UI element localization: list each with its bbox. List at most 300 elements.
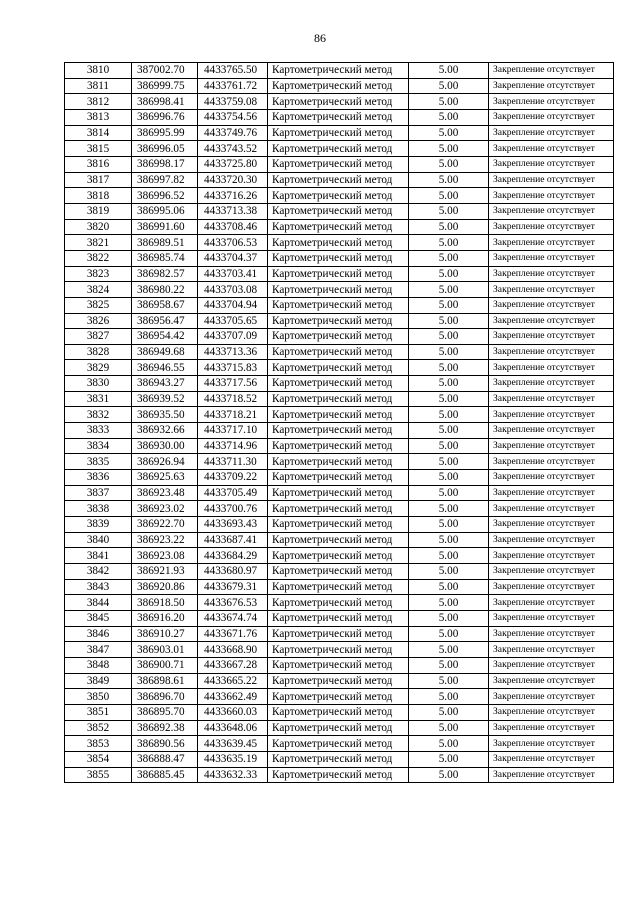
accuracy-cell: 5.00	[409, 63, 489, 79]
fixing-description-cell: Закрепление отсутствует	[489, 266, 614, 282]
accuracy-cell: 5.00	[409, 360, 489, 376]
y-coordinate-cell: 4433705.49	[198, 485, 268, 501]
method-cell: Картометрический метод	[268, 188, 409, 204]
point-number-cell: 3827	[65, 329, 132, 345]
table-row	[65, 689, 614, 705]
accuracy-cell: 5.00	[409, 141, 489, 157]
point-number-cell: 3823	[65, 266, 132, 282]
method-cell: Картометрический метод	[268, 767, 409, 783]
fixing-description-cell: Закрепление отсутствует	[489, 360, 614, 376]
accuracy-cell: 5.00	[409, 470, 489, 486]
fixing-description-cell: Закрепление отсутствует	[489, 329, 614, 345]
accuracy-cell: 5.00	[409, 156, 489, 172]
y-coordinate-cell: 4433706.53	[198, 235, 268, 251]
x-coordinate-cell: 386954.42	[132, 329, 198, 345]
fixing-description-cell: Закрепление отсутствует	[489, 751, 614, 767]
y-coordinate-cell: 4433705.65	[198, 313, 268, 329]
fixing-description-cell: Закрепление отсутствует	[489, 423, 614, 439]
y-coordinate-cell: 4433717.56	[198, 376, 268, 392]
point-number-cell: 3840	[65, 532, 132, 548]
fixing-description-cell: Закрепление отсутствует	[489, 642, 614, 658]
x-coordinate-cell: 386989.51	[132, 235, 198, 251]
accuracy-cell: 5.00	[409, 188, 489, 204]
point-number-cell: 3830	[65, 376, 132, 392]
table-row	[65, 63, 614, 79]
page-number: 86	[314, 31, 326, 45]
y-coordinate-cell: 4433632.33	[198, 767, 268, 783]
y-coordinate-cell: 4433700.76	[198, 501, 268, 517]
table-row	[65, 454, 614, 470]
point-number-cell: 3843	[65, 579, 132, 595]
fixing-description-cell: Закрепление отсутствует	[489, 391, 614, 407]
y-coordinate-cell: 4433662.49	[198, 689, 268, 705]
x-coordinate-cell: 386923.48	[132, 485, 198, 501]
point-number-cell: 3826	[65, 313, 132, 329]
x-coordinate-cell: 386995.99	[132, 125, 198, 141]
x-coordinate-cell: 386998.41	[132, 94, 198, 110]
y-coordinate-cell: 4433704.37	[198, 250, 268, 266]
x-coordinate-cell: 386896.70	[132, 689, 198, 705]
table-row	[65, 172, 614, 188]
fixing-description-cell: Закрепление отсутствует	[489, 94, 614, 110]
fixing-description-cell: Закрепление отсутствует	[489, 156, 614, 172]
y-coordinate-cell: 4433693.43	[198, 517, 268, 533]
coordinates-table	[64, 62, 614, 783]
method-cell: Картометрический метод	[268, 63, 409, 79]
accuracy-cell: 5.00	[409, 78, 489, 94]
point-number-cell: 3836	[65, 470, 132, 486]
y-coordinate-cell: 4433716.26	[198, 188, 268, 204]
point-number-cell: 3846	[65, 626, 132, 642]
accuracy-cell: 5.00	[409, 689, 489, 705]
method-cell: Картометрический метод	[268, 156, 409, 172]
table-row	[65, 485, 614, 501]
y-coordinate-cell: 4433718.21	[198, 407, 268, 423]
point-number-cell: 3828	[65, 344, 132, 360]
y-coordinate-cell: 4433711.30	[198, 454, 268, 470]
x-coordinate-cell: 386943.27	[132, 376, 198, 392]
method-cell: Картометрический метод	[268, 564, 409, 580]
method-cell: Картометрический метод	[268, 689, 409, 705]
method-cell: Картометрический метод	[268, 94, 409, 110]
table-row	[65, 704, 614, 720]
x-coordinate-cell: 387002.70	[132, 63, 198, 79]
method-cell: Картометрический метод	[268, 517, 409, 533]
table-row	[65, 78, 614, 94]
point-number-cell: 3822	[65, 250, 132, 266]
table-row	[65, 736, 614, 752]
table-row	[65, 642, 614, 658]
y-coordinate-cell: 4433704.94	[198, 297, 268, 313]
x-coordinate-cell: 386996.52	[132, 188, 198, 204]
fixing-description-cell: Закрепление отсутствует	[489, 548, 614, 564]
point-number-cell: 3837	[65, 485, 132, 501]
x-coordinate-cell: 386949.68	[132, 344, 198, 360]
method-cell: Картометрический метод	[268, 219, 409, 235]
x-coordinate-cell: 386921.93	[132, 564, 198, 580]
x-coordinate-cell: 386995.06	[132, 203, 198, 219]
point-number-cell: 3854	[65, 751, 132, 767]
fixing-description-cell: Закрепление отсутствует	[489, 313, 614, 329]
point-number-cell: 3829	[65, 360, 132, 376]
method-cell: Картометрический метод	[268, 548, 409, 564]
method-cell: Картометрический метод	[268, 470, 409, 486]
table-row	[65, 579, 614, 595]
point-number-cell: 3817	[65, 172, 132, 188]
x-coordinate-cell: 386910.27	[132, 626, 198, 642]
fixing-description-cell: Закрепление отсутствует	[489, 141, 614, 157]
y-coordinate-cell: 4433687.41	[198, 532, 268, 548]
table-row	[65, 297, 614, 313]
accuracy-cell: 5.00	[409, 517, 489, 533]
y-coordinate-cell: 4433674.74	[198, 610, 268, 626]
method-cell: Картометрический метод	[268, 235, 409, 251]
y-coordinate-cell: 4433667.28	[198, 657, 268, 673]
accuracy-cell: 5.00	[409, 736, 489, 752]
x-coordinate-cell: 386918.50	[132, 595, 198, 611]
method-cell: Картометрический метод	[268, 704, 409, 720]
table-row	[65, 360, 614, 376]
fixing-description-cell: Закрепление отсутствует	[489, 344, 614, 360]
y-coordinate-cell: 4433676.53	[198, 595, 268, 611]
y-coordinate-cell: 4433759.08	[198, 94, 268, 110]
y-coordinate-cell: 4433660.03	[198, 704, 268, 720]
table-row	[65, 313, 614, 329]
x-coordinate-cell: 386920.86	[132, 579, 198, 595]
method-cell: Картометрический метод	[268, 657, 409, 673]
fixing-description-cell: Закрепление отсутствует	[489, 203, 614, 219]
method-cell: Картометрический метод	[268, 720, 409, 736]
y-coordinate-cell: 4433725.80	[198, 156, 268, 172]
method-cell: Картометрический метод	[268, 501, 409, 517]
point-number-cell: 3852	[65, 720, 132, 736]
x-coordinate-cell: 386998.17	[132, 156, 198, 172]
x-coordinate-cell: 386980.22	[132, 282, 198, 298]
y-coordinate-cell: 4433679.31	[198, 579, 268, 595]
accuracy-cell: 5.00	[409, 109, 489, 125]
fixing-description-cell: Закрепление отсутствует	[489, 610, 614, 626]
fixing-description-cell: Закрепление отсутствует	[489, 501, 614, 517]
accuracy-cell: 5.00	[409, 485, 489, 501]
accuracy-cell: 5.00	[409, 626, 489, 642]
accuracy-cell: 5.00	[409, 94, 489, 110]
fixing-description-cell: Закрепление отсутствует	[489, 517, 614, 533]
fixing-description-cell: Закрепление отсутствует	[489, 736, 614, 752]
accuracy-cell: 5.00	[409, 266, 489, 282]
x-coordinate-cell: 386916.20	[132, 610, 198, 626]
accuracy-cell: 5.00	[409, 125, 489, 141]
point-number-cell: 3855	[65, 767, 132, 783]
fixing-description-cell: Закрепление отсутствует	[489, 579, 614, 595]
x-coordinate-cell: 386956.47	[132, 313, 198, 329]
fixing-description-cell: Закрепление отсутствует	[489, 109, 614, 125]
method-cell: Картометрический метод	[268, 454, 409, 470]
y-coordinate-cell: 4433703.08	[198, 282, 268, 298]
method-cell: Картометрический метод	[268, 329, 409, 345]
x-coordinate-cell: 386982.57	[132, 266, 198, 282]
fixing-description-cell: Закрепление отсутствует	[489, 78, 614, 94]
point-number-cell: 3821	[65, 235, 132, 251]
fixing-description-cell: Закрепление отсутствует	[489, 454, 614, 470]
accuracy-cell: 5.00	[409, 282, 489, 298]
x-coordinate-cell: 386923.02	[132, 501, 198, 517]
point-number-cell: 3833	[65, 423, 132, 439]
point-number-cell: 3818	[65, 188, 132, 204]
method-cell: Картометрический метод	[268, 579, 409, 595]
y-coordinate-cell: 4433708.46	[198, 219, 268, 235]
y-coordinate-cell: 4433754.56	[198, 109, 268, 125]
table-row	[65, 720, 614, 736]
table-row	[65, 250, 614, 266]
point-number-cell: 3814	[65, 125, 132, 141]
accuracy-cell: 5.00	[409, 235, 489, 251]
y-coordinate-cell: 4433713.36	[198, 344, 268, 360]
accuracy-cell: 5.00	[409, 720, 489, 736]
fixing-description-cell: Закрепление отсутствует	[489, 407, 614, 423]
point-number-cell: 3849	[65, 673, 132, 689]
x-coordinate-cell: 386958.67	[132, 297, 198, 313]
method-cell: Картометрический метод	[268, 626, 409, 642]
table-row	[65, 548, 614, 564]
accuracy-cell: 5.00	[409, 642, 489, 658]
y-coordinate-cell: 4433713.38	[198, 203, 268, 219]
method-cell: Картометрический метод	[268, 642, 409, 658]
table-row	[65, 391, 614, 407]
method-cell: Картометрический метод	[268, 595, 409, 611]
y-coordinate-cell: 4433680.97	[198, 564, 268, 580]
method-cell: Картометрический метод	[268, 485, 409, 501]
accuracy-cell: 5.00	[409, 704, 489, 720]
x-coordinate-cell: 386903.01	[132, 642, 198, 658]
fixing-description-cell: Закрепление отсутствует	[489, 125, 614, 141]
x-coordinate-cell: 386892.38	[132, 720, 198, 736]
table-row	[65, 470, 614, 486]
y-coordinate-cell: 4433743.52	[198, 141, 268, 157]
point-number-cell: 3838	[65, 501, 132, 517]
method-cell: Картометрический метод	[268, 407, 409, 423]
method-cell: Картометрический метод	[268, 297, 409, 313]
accuracy-cell: 5.00	[409, 579, 489, 595]
accuracy-cell: 5.00	[409, 172, 489, 188]
accuracy-cell: 5.00	[409, 297, 489, 313]
point-number-cell: 3825	[65, 297, 132, 313]
fixing-description-cell: Закрепление отсутствует	[489, 63, 614, 79]
method-cell: Картометрический метод	[268, 610, 409, 626]
accuracy-cell: 5.00	[409, 219, 489, 235]
accuracy-cell: 5.00	[409, 391, 489, 407]
accuracy-cell: 5.00	[409, 423, 489, 439]
method-cell: Картометрический метод	[268, 266, 409, 282]
point-number-cell: 3824	[65, 282, 132, 298]
table-row	[65, 235, 614, 251]
x-coordinate-cell: 386999.75	[132, 78, 198, 94]
fixing-description-cell: Закрепление отсутствует	[489, 595, 614, 611]
fixing-description-cell: Закрепление отсутствует	[489, 219, 614, 235]
point-number-cell: 3810	[65, 63, 132, 79]
point-number-cell: 3834	[65, 438, 132, 454]
method-cell: Картометрический метод	[268, 376, 409, 392]
table-row	[65, 751, 614, 767]
table-row	[65, 673, 614, 689]
method-cell: Картометрический метод	[268, 344, 409, 360]
fixing-description-cell: Закрепление отсутствует	[489, 689, 614, 705]
y-coordinate-cell: 4433717.10	[198, 423, 268, 439]
table-row	[65, 156, 614, 172]
table-row	[65, 657, 614, 673]
accuracy-cell: 5.00	[409, 657, 489, 673]
y-coordinate-cell: 4433703.41	[198, 266, 268, 282]
point-number-cell: 3839	[65, 517, 132, 533]
fixing-description-cell: Закрепление отсутствует	[489, 626, 614, 642]
table-row	[65, 344, 614, 360]
y-coordinate-cell: 4433635.19	[198, 751, 268, 767]
accuracy-cell: 5.00	[409, 250, 489, 266]
point-number-cell: 3851	[65, 704, 132, 720]
y-coordinate-cell: 4433639.45	[198, 736, 268, 752]
x-coordinate-cell: 386900.71	[132, 657, 198, 673]
accuracy-cell: 5.00	[409, 751, 489, 767]
point-number-cell: 3811	[65, 78, 132, 94]
fixing-description-cell: Закрепление отсутствует	[489, 235, 614, 251]
point-number-cell: 3815	[65, 141, 132, 157]
x-coordinate-cell: 386925.63	[132, 470, 198, 486]
y-coordinate-cell: 4433668.90	[198, 642, 268, 658]
x-coordinate-cell: 386930.00	[132, 438, 198, 454]
point-number-cell: 3850	[65, 689, 132, 705]
table-row	[65, 94, 614, 110]
fixing-description-cell: Закрепление отсутствует	[489, 485, 614, 501]
accuracy-cell: 5.00	[409, 501, 489, 517]
fixing-description-cell: Закрепление отсутствует	[489, 376, 614, 392]
table-row	[65, 219, 614, 235]
y-coordinate-cell: 4433665.22	[198, 673, 268, 689]
coordinates-table-body	[65, 63, 614, 783]
point-number-cell: 3820	[65, 219, 132, 235]
point-number-cell: 3853	[65, 736, 132, 752]
table-row	[65, 438, 614, 454]
x-coordinate-cell: 386923.22	[132, 532, 198, 548]
point-number-cell: 3845	[65, 610, 132, 626]
fixing-description-cell: Закрепление отсутствует	[489, 297, 614, 313]
fixing-description-cell: Закрепление отсутствует	[489, 657, 614, 673]
accuracy-cell: 5.00	[409, 767, 489, 783]
x-coordinate-cell: 386923.08	[132, 548, 198, 564]
point-number-cell: 3844	[65, 595, 132, 611]
table-row	[65, 517, 614, 533]
y-coordinate-cell: 4433671.76	[198, 626, 268, 642]
point-number-cell: 3831	[65, 391, 132, 407]
accuracy-cell: 5.00	[409, 313, 489, 329]
method-cell: Картометрический метод	[268, 78, 409, 94]
x-coordinate-cell: 386932.66	[132, 423, 198, 439]
method-cell: Картометрический метод	[268, 673, 409, 689]
table-row	[65, 188, 614, 204]
fixing-description-cell: Закрепление отсутствует	[489, 438, 614, 454]
x-coordinate-cell: 386991.60	[132, 219, 198, 235]
x-coordinate-cell: 386888.47	[132, 751, 198, 767]
table-row	[65, 626, 614, 642]
fixing-description-cell: Закрепление отсутствует	[489, 767, 614, 783]
x-coordinate-cell: 386885.45	[132, 767, 198, 783]
x-coordinate-cell: 386946.55	[132, 360, 198, 376]
fixing-description-cell: Закрепление отсутствует	[489, 282, 614, 298]
x-coordinate-cell: 386898.61	[132, 673, 198, 689]
accuracy-cell: 5.00	[409, 344, 489, 360]
table-row	[65, 501, 614, 517]
accuracy-cell: 5.00	[409, 329, 489, 345]
method-cell: Картометрический метод	[268, 391, 409, 407]
table-row	[65, 203, 614, 219]
table-row	[65, 266, 614, 282]
table-row	[65, 125, 614, 141]
point-number-cell: 3841	[65, 548, 132, 564]
point-number-cell: 3842	[65, 564, 132, 580]
method-cell: Картометрический метод	[268, 313, 409, 329]
accuracy-cell: 5.00	[409, 564, 489, 580]
method-cell: Картометрический метод	[268, 109, 409, 125]
x-coordinate-cell: 386985.74	[132, 250, 198, 266]
accuracy-cell: 5.00	[409, 673, 489, 689]
method-cell: Картометрический метод	[268, 751, 409, 767]
point-number-cell: 3848	[65, 657, 132, 673]
point-number-cell: 3812	[65, 94, 132, 110]
fixing-description-cell: Закрепление отсутствует	[489, 172, 614, 188]
table-row	[65, 610, 614, 626]
table-row	[65, 109, 614, 125]
fixing-description-cell: Закрепление отсутствует	[489, 250, 614, 266]
table-row	[65, 564, 614, 580]
point-number-cell: 3835	[65, 454, 132, 470]
point-number-cell: 3832	[65, 407, 132, 423]
y-coordinate-cell: 4433749.76	[198, 125, 268, 141]
method-cell: Картометрический метод	[268, 360, 409, 376]
accuracy-cell: 5.00	[409, 407, 489, 423]
fixing-description-cell: Закрепление отсутствует	[489, 470, 614, 486]
method-cell: Картометрический метод	[268, 532, 409, 548]
method-cell: Картометрический метод	[268, 141, 409, 157]
accuracy-cell: 5.00	[409, 548, 489, 564]
accuracy-cell: 5.00	[409, 454, 489, 470]
x-coordinate-cell: 386890.56	[132, 736, 198, 752]
y-coordinate-cell: 4433709.22	[198, 470, 268, 486]
y-coordinate-cell: 4433707.09	[198, 329, 268, 345]
table-row	[65, 767, 614, 783]
accuracy-cell: 5.00	[409, 376, 489, 392]
x-coordinate-cell: 386939.52	[132, 391, 198, 407]
accuracy-cell: 5.00	[409, 532, 489, 548]
x-coordinate-cell: 386922.70	[132, 517, 198, 533]
table-row	[65, 282, 614, 298]
method-cell: Картометрический метод	[268, 250, 409, 266]
point-number-cell: 3813	[65, 109, 132, 125]
fixing-description-cell: Закрепление отсутствует	[489, 532, 614, 548]
table-row	[65, 141, 614, 157]
x-coordinate-cell: 386996.76	[132, 109, 198, 125]
table-row	[65, 329, 614, 345]
method-cell: Картометрический метод	[268, 438, 409, 454]
y-coordinate-cell: 4433718.52	[198, 391, 268, 407]
y-coordinate-cell: 4433714.96	[198, 438, 268, 454]
y-coordinate-cell: 4433648.06	[198, 720, 268, 736]
method-cell: Картометрический метод	[268, 125, 409, 141]
accuracy-cell: 5.00	[409, 203, 489, 219]
fixing-description-cell: Закрепление отсутствует	[489, 673, 614, 689]
y-coordinate-cell: 4433684.29	[198, 548, 268, 564]
table-row	[65, 407, 614, 423]
y-coordinate-cell: 4433761.72	[198, 78, 268, 94]
x-coordinate-cell: 386997.82	[132, 172, 198, 188]
table-row	[65, 595, 614, 611]
